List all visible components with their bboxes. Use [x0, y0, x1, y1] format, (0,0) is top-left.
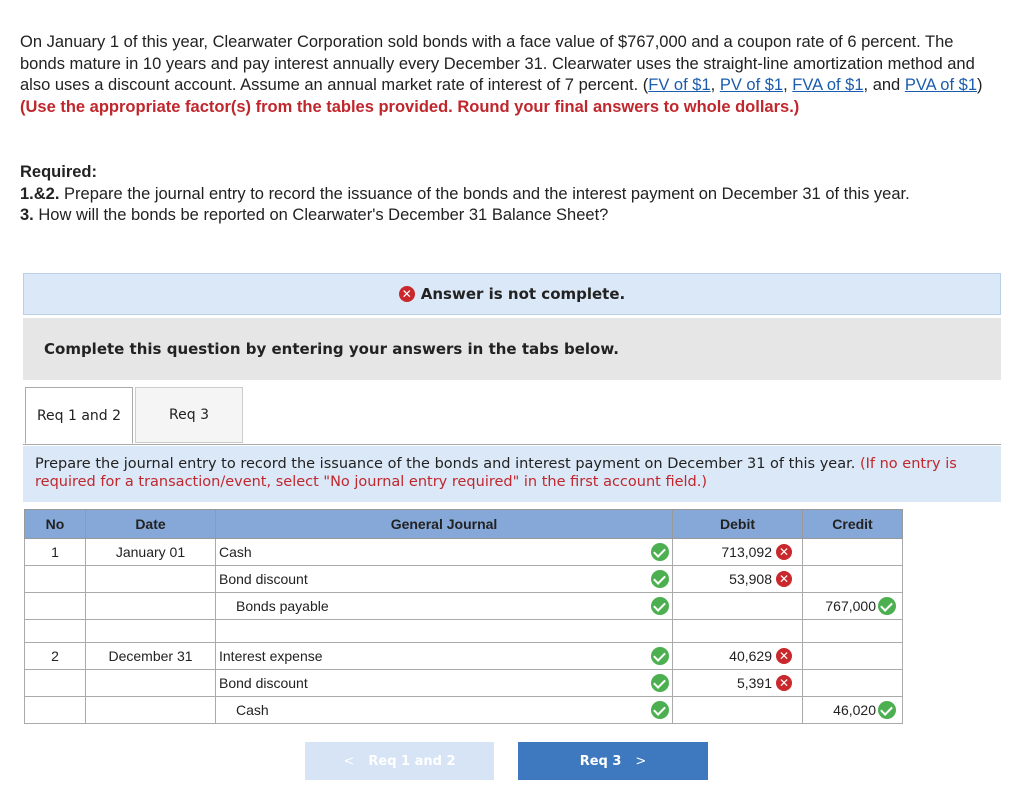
row-date[interactable] — [86, 697, 216, 724]
required-section: Required: 1.&2. Prepare the journal entry to record the issuance of the bonds and the interest payment on December 31 of this year. 3. How will the bonds be reported on Clearwater's December 31 Balance Sheet? — [20, 163, 910, 224]
journal-table — [24, 509, 903, 724]
check-icon — [651, 597, 669, 615]
error-icon: ✕ — [399, 286, 415, 302]
table-header — [25, 510, 903, 539]
header-no: No — [25, 510, 86, 539]
row-no — [25, 566, 86, 593]
rounding-instruction: (Use the appropriate factor(s) from the tables provided. Round your final answers to whole dollars.) — [20, 97, 800, 116]
check-icon — [651, 543, 669, 561]
credit-cell[interactable] — [803, 539, 903, 566]
debit-cell[interactable] — [673, 697, 803, 724]
debit-cell[interactable]: 40,629 ✕ — [673, 643, 803, 670]
header-journal: General Journal — [216, 510, 673, 539]
account-cell[interactable]: Bond discount — [216, 566, 673, 593]
required-heading: Required: — [20, 163, 98, 181]
tab-req-1-and-2[interactable]: Req 1 and 2 — [25, 387, 133, 444]
table-row — [25, 593, 903, 620]
debit-cell[interactable]: 53,908 ✕ — [673, 566, 803, 593]
row-date[interactable] — [86, 566, 216, 593]
journal-instructions: Prepare the journal entry to record the issuance of the bonds and interest payment on December 31 of this year. (If no entry is required for a transaction/event, select "No journal entry required" in the first account field.) — [23, 446, 1001, 502]
row-date[interactable] — [86, 670, 216, 697]
check-icon — [651, 701, 669, 719]
header-date: Date — [86, 510, 216, 539]
table-row — [25, 643, 903, 670]
debit-cell[interactable] — [673, 593, 803, 620]
error-icon: ✕ — [776, 544, 792, 560]
prev-tab-button[interactable]: < Req 1 and 2 — [305, 742, 494, 780]
row-date[interactable]: December 31 — [86, 643, 216, 670]
pv-table-link[interactable]: PV of $1 — [719, 76, 784, 94]
row-no — [25, 670, 86, 697]
credit-cell[interactable]: 46,020 — [803, 697, 903, 724]
error-icon: ✕ — [776, 675, 792, 691]
tab-req-3[interactable]: Req 3 — [135, 387, 243, 443]
credit-cell[interactable] — [803, 670, 903, 697]
account-cell[interactable]: Bond discount — [216, 670, 673, 697]
check-icon — [651, 674, 669, 692]
check-icon — [651, 570, 669, 588]
header-debit: Debit — [673, 510, 803, 539]
row-no: 1 — [25, 539, 86, 566]
header-credit: Credit — [803, 510, 903, 539]
table-row — [25, 539, 903, 566]
account-cell[interactable]: Bonds payable — [216, 593, 673, 620]
row-date[interactable]: January 01 — [86, 539, 216, 566]
error-icon: ✕ — [776, 571, 792, 587]
account-cell[interactable]: Interest expense — [216, 643, 673, 670]
spacer-row — [25, 620, 903, 643]
tab-bar — [23, 387, 1001, 445]
account-cell[interactable]: Cash — [216, 697, 673, 724]
account-cell[interactable]: Cash — [216, 539, 673, 566]
answer-status-banner: ✕ Answer is not complete. — [23, 273, 1001, 315]
check-icon — [878, 597, 896, 615]
check-icon — [651, 647, 669, 665]
chevron-left-icon: < — [343, 753, 355, 769]
credit-cell[interactable] — [803, 643, 903, 670]
fv-table-link[interactable]: FV of $1 — [648, 76, 711, 94]
fva-table-link[interactable]: FVA of $1 — [792, 76, 864, 94]
complete-message: Complete this question by entering your answers in the tabs below. — [23, 318, 1001, 380]
pva-table-link[interactable]: PVA of $1 — [904, 76, 977, 94]
row-no — [25, 697, 86, 724]
table-row — [25, 566, 903, 593]
row-no: 2 — [25, 643, 86, 670]
table-row — [25, 697, 903, 724]
row-no — [25, 593, 86, 620]
error-icon: ✕ — [776, 648, 792, 664]
row-date[interactable] — [86, 593, 216, 620]
question-text: On January 1 of this year, Clearwater Corporation sold bonds with a face value of $767,000 and a coupon rate of 6 percent. The bonds mature in 10 years and pay interest annually every December 31. Clearwater uses the straight-line amortization method and also uses a discount account. Assume an annual market rate of interest of 7 percent. (FV of $1, PV of $1, FVA of $1, and PVA of $1) (Use the appropriate factor(s) from the tables provided. Round your final answers to whole dollars.) — [20, 33, 983, 116]
debit-cell[interactable]: 713,092 ✕ — [673, 539, 803, 566]
table-row — [25, 670, 903, 697]
next-tab-button[interactable]: Req 3 > — [518, 742, 708, 780]
debit-cell[interactable]: 5,391 ✕ — [673, 670, 803, 697]
credit-cell[interactable]: 767,000 — [803, 593, 903, 620]
credit-cell[interactable] — [803, 566, 903, 593]
chevron-right-icon: > — [635, 753, 647, 769]
check-icon — [878, 701, 896, 719]
